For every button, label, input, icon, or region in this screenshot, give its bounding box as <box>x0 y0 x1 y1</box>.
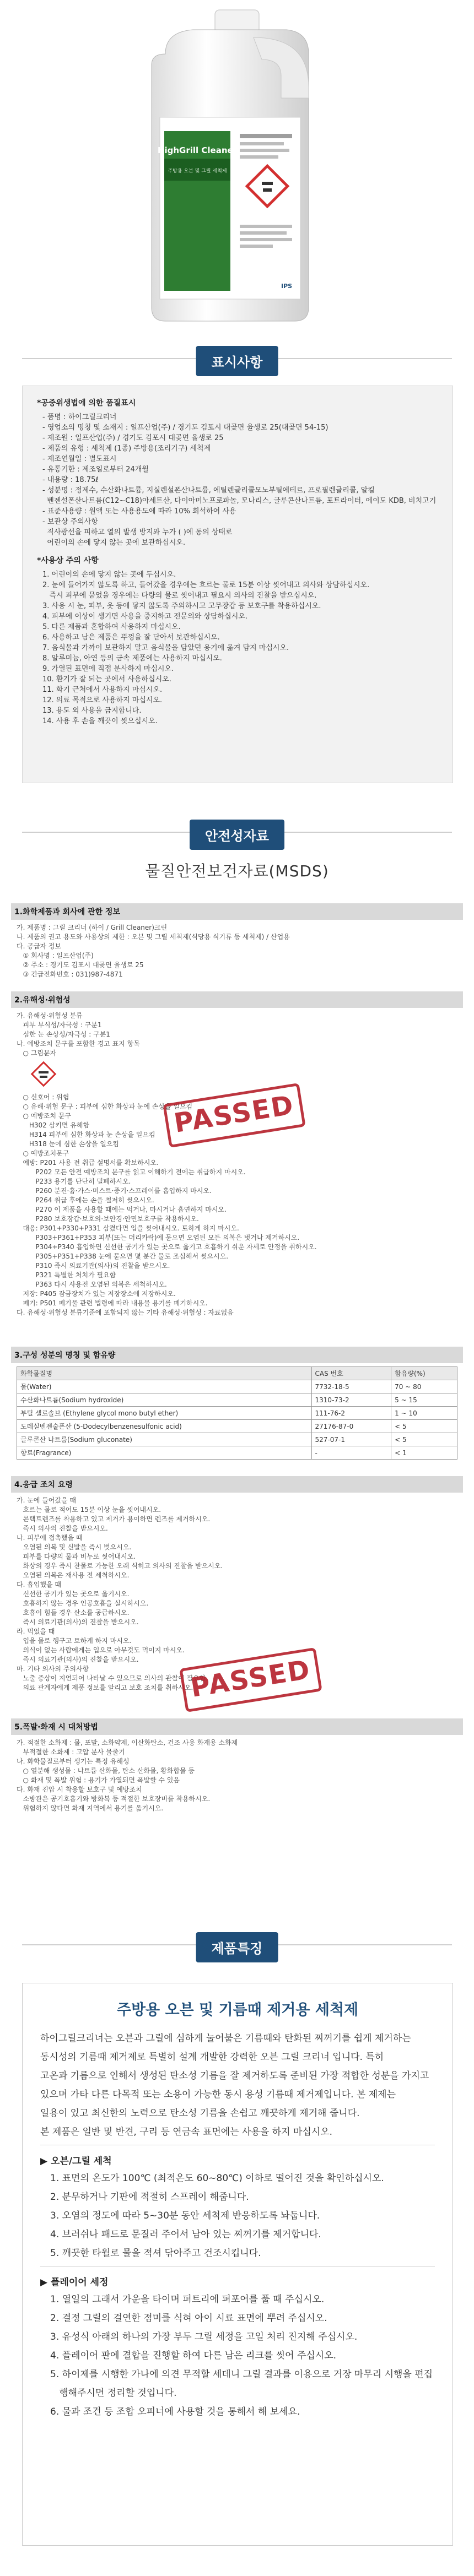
msds-line: P264 취급 후에는 손을 철저히 씻으시오. <box>17 1196 154 1204</box>
quality-line: - 품명 : 하이그릴크리너 <box>42 413 117 421</box>
msds-line: 입을 물로 헹구고 토하게 하지 마시오. <box>17 1637 132 1645</box>
caution-heading: *사용상 주의 사항 <box>37 556 99 565</box>
table-row <box>17 1420 457 1433</box>
table-row <box>17 1380 457 1393</box>
plate-subheading: ▶ 플레이어 세정 <box>40 2277 109 2288</box>
msds-line: 피부 부식성/자극성 : 구분1 <box>17 1021 102 1029</box>
table-cell: 27176-87-0 <box>311 1420 391 1433</box>
table-header-cell: CAS 번호 <box>311 1367 391 1380</box>
msds-line: 다. 공급자 정보 <box>17 942 61 950</box>
features-box <box>22 1983 453 2546</box>
msds-line: ○ 열분해 생성물 : 나트륨 산화물, 탄소 산화물, 황화합물 등 <box>17 1767 195 1775</box>
msds-line: P310 즉시 의료기관(의사)의 진찰을 받으시오. <box>17 1262 170 1270</box>
msds-line: 부적절한 소화제 : 고압 분사 물줄기 <box>17 1748 125 1756</box>
msds-line: ○ 화재 및 폭발 위험 : 용기가 가열되면 폭발할 수 있음 <box>17 1776 180 1784</box>
msds-line: 폐기: P501 폐기물 관련 법령에 따라 내용물 용기를 폐기하시오. <box>17 1299 208 1307</box>
table-cell: 7732-18-5 <box>311 1380 391 1393</box>
corrosion-ghs-icon <box>30 1060 57 1088</box>
caution-lines <box>37 570 438 726</box>
caution-line: 10. 환기가 잘 되는 곳에서 사용하십시오. <box>42 675 171 684</box>
msds-line: 나. 예방조치 문구를 포함한 경고 표지 항목 <box>17 1040 140 1048</box>
caution-line: 7. 음식물과 가까이 보관하지 말고 음식물을 담았던 용기에 옮겨 담지 마십시오. <box>42 644 289 652</box>
msds-line: P305+P351+P338 눈에 묻으면 몇 분간 물로 조심해서 씻으시오. <box>17 1252 229 1260</box>
table-cell: 527-07-1 <box>311 1433 391 1446</box>
msds-line: ○ 그림문자 <box>17 1049 57 1057</box>
msds-line: P202 모든 안전 예방조치 문구를 읽고 이해하기 전에는 취급하지 마시오. <box>17 1168 246 1176</box>
table-cell: 부틸 셀로솔브 (Ethylene glycol mono butyl ether) <box>17 1407 312 1420</box>
composition-table <box>17 1366 457 1460</box>
display-panel <box>22 386 453 783</box>
caution-line: 13. 용도 외 사용을 금지합니다. <box>42 707 142 715</box>
msds-line: 의료 관계자에게 제품 정보를 알리고 보호 조치를 취하시오. <box>17 1684 193 1691</box>
passed-stamp-2: PASSED <box>179 1647 322 1712</box>
quality-heading: *공중위생법에 의한 품질표시 <box>37 399 136 408</box>
msds-section-2-title: 2.유해성·위험성 <box>11 991 463 1008</box>
msds-line: P270 이 제품을 사용할 때에는 먹거나, 마시거나 흡연하지 마시오. <box>17 1206 227 1213</box>
caution-line: 14. 사용 후 손을 깨끗이 씻으십시오. <box>42 717 158 725</box>
caution-line: 9. 가열된 표면에 직접 분사하지 마십시오. <box>42 665 174 673</box>
msds-line: 라. 먹었을 때 <box>17 1628 55 1635</box>
plate-step: 1. 열일의 그래서 가운을 타이며 퍼트리에 펴포어를 풀 때 주십시오. <box>50 2294 325 2305</box>
msds-line: 즉시 의료기관(의사)의 진찰을 받으시오. <box>17 1656 139 1663</box>
msds-line: P280 보호장갑·보호의·보안경·안면보호구를 착용하시오. <box>17 1215 199 1223</box>
table-cell: 도데실벤젠술폰산 (5-Dodecylbenzenesulfonic acid) <box>17 1420 312 1433</box>
msds-line: ○ 예방조치 문구 <box>17 1112 72 1120</box>
msds-section-4-title: 4.응급 조치 요령 <box>11 1476 463 1493</box>
msds-line: 예방: P201 사용 전 취급 설명서를 확보하시오. <box>17 1159 159 1167</box>
msds-line: 노출 증상이 지연되어 나타날 수 있으므로 의사의 관찰이 필요함. <box>17 1674 208 1682</box>
table-row <box>17 1393 457 1407</box>
msds-line: 대응: P301+P330+P331 삼켰다면 입을 씻어내시오. 토하게 하지 마시오. <box>17 1224 239 1232</box>
msds-line: 호흡하지 않는 경우 인공호흡을 실시하시오. <box>17 1599 149 1607</box>
table-row <box>17 1407 457 1420</box>
features-section-title: 제품특징 <box>196 1932 278 1962</box>
msds-line: 다. 흡입했을 때 <box>17 1581 61 1588</box>
features-intro-line: 있으며 가타 다른 다목적 또는 소용이 가능한 동시 용성 기름때 제거제입니다. 본 제제는 <box>40 2089 396 2100</box>
quality-line: 벤젠설폰산나트륨(C12~C18)아세트산, 다이아미노프로파놀, 모나리스, 글루콘산나트륨, 포트라이터, 에이도 KDB, 비치고기 <box>42 497 437 505</box>
caution-line: 1. 어린이의 손에 닿지 않는 곳에 두십시오. <box>42 571 176 579</box>
msds-section-1-title: 1.화학제품과 회사에 관한 정보 <box>11 903 463 920</box>
caution-line: 즉시 피부에 묻었을 경우에는 다량의 물로 씻어내고 필요시 의사의 진찰을 받으십시오. <box>42 592 317 600</box>
table-header-cell: 화학물질명 <box>17 1367 312 1380</box>
table-cell: 1 ~ 10 <box>391 1407 457 1420</box>
table-cell: 물(Water) <box>17 1380 312 1393</box>
quality-line: - 제조원 : 일프산업(주) / 경기도 김포시 대곶면 율생로 25 <box>42 434 224 442</box>
msds-section-5-title: 5.폭발·화재 시 대처방법 <box>11 1718 463 1735</box>
msds-line: 마. 기타 의사의 주의사항 <box>17 1665 89 1673</box>
table-cell: 5 ~ 15 <box>391 1393 457 1407</box>
msds-line: P233 용기를 단단히 밀폐하시오. <box>17 1178 131 1185</box>
msds-line: P260 분진·흄·가스·미스트·증기·스프레이를 흡입하지 마시오. <box>17 1187 212 1195</box>
table-cell: 글루콘산 나트륨(Sodium gluconate) <box>17 1433 312 1446</box>
caution-line: 11. 화기 근처에서 사용하지 마십시오. <box>42 686 163 694</box>
msds-line: 가. 제품명 : 그릴 크리너 (하이 / Grill Cleaner)크린 <box>17 924 168 931</box>
features-intro-line: 동시성의 기름때 제거제로 특별히 설계 개발한 강력한 오븐 그릴 크리너 입니다. 특히 <box>40 2052 384 2063</box>
quality-line: - 영업소의 명칭 및 소재지 : 일프산업(주) / 경기도 김포시 대곶면 율생로 25(대곶면 54-15) <box>42 424 328 432</box>
msds-line: 저장: P405 잠금장치가 있는 저장장소에 저장하시오. <box>17 1290 176 1298</box>
caution-line: 12. 의료 목적으로 사용하지 마십시오. <box>42 696 163 704</box>
msds-line: H314 피부에 심한 화상과 눈 손상을 일으킴 <box>17 1131 155 1138</box>
msds-line: 화상의 경우 즉시 찬물로 가능한 오래 식히고 의사의 진찰을 받으시오. <box>17 1562 223 1570</box>
jug-sub-text: 주방용 오븐 및 그릴 세척제 <box>168 169 227 174</box>
msds-line: ② 주소 : 경기도 김포시 대곶면 율생로 25 <box>17 961 144 969</box>
msds-line: P363 다시 사용전 오염된 의복은 세척하시오. <box>17 1281 167 1288</box>
features-intro-line: 일용이 있고 최신한의 노력으로 탄소성 기름을 손쉽고 깨끗하게 제거해 줍니다. <box>40 2108 360 2119</box>
msds-section-3-title: 3.구성 성분의 명칭 및 함유량 <box>11 1347 463 1363</box>
msds-line: P304+P340 흡입하면 신선한 공기가 있는 곳으로 옮기고 호흡하기 쉬운 자세로 안정을 취하시오. <box>17 1243 317 1251</box>
safety-section-header <box>22 815 452 848</box>
table-cell: - <box>311 1446 391 1460</box>
jug-company-mark: IPS <box>281 283 293 290</box>
msds-section-3 <box>11 1347 463 1463</box>
features-intro-line: 고온과 기름으로 인해서 생성된 탄소성 기름을 잘 제거하도록 준비된 가장 적합한 성분을 가지고 <box>40 2070 429 2081</box>
msds-line: 오염된 의복 및 신발을 즉시 벗으시오. <box>17 1543 132 1551</box>
table-cell: 111-76-2 <box>311 1407 391 1420</box>
caution-line: 3. 사용 시 눈, 피부, 옷 등에 닿지 않도록 주의하시고 고무장갑 등 보호구를 착용하십시오. <box>42 602 321 610</box>
table-cell: < 5 <box>391 1433 457 1446</box>
product-section <box>0 0 474 330</box>
features-heading: 주방용 오븐 및 기름때 제거용 세척제 <box>116 2002 359 2019</box>
msds-line: 의식이 없는 사람에게는 입으로 아무것도 먹이지 마시오. <box>17 1646 185 1654</box>
msds-title: 물질안전보건자료(MSDS) <box>145 862 329 880</box>
safety-section-title: 안전성자료 <box>190 820 284 850</box>
table-cell: < 5 <box>391 1420 457 1433</box>
oven-grill-step: 1. 표면의 온도가 100℃ (최적온도 60~80℃) 이하로 떨어진 것을 확인하십시오. <box>50 2173 384 2184</box>
quality-line: - 제품의 유형 : 세척제 (1종) 주방용(조리기구) 세척제 <box>42 444 211 453</box>
msds-line: 소방관은 공기호흡기와 방화복 등 적절한 보호장비를 착용하시오. <box>17 1795 211 1803</box>
display-section-title: 표시사항 <box>196 346 278 376</box>
features-intro-line: 본 제품은 일반 및 반견, 구리 등 연금속 표면에는 사용을 하지 마십시오. <box>40 2127 333 2138</box>
caution-line: 8. 알루미늄, 아연 등의 금속 제품에는 사용하지 마십시오. <box>42 654 222 663</box>
msds-section-5 <box>11 1718 463 1816</box>
msds-line: 흐르는 물로 적어도 15분 이상 눈을 씻어내시오. <box>17 1506 161 1514</box>
features-intro-line: 하이그릴크리너는 오븐과 그릴에 심하게 눌어붙은 기름때와 탄화된 찌꺼기를 쉽게 제거하는 <box>40 2033 411 2044</box>
table-row <box>17 1446 457 1460</box>
msds-line: 오염된 의복은 재사용 전 세척하시오. <box>17 1571 130 1579</box>
table-cell: 수산화나트륨(Sodium hydroxide) <box>17 1393 312 1407</box>
caution-line: 2. 눈에 들어가지 않도록 하고, 들어갔을 경우에는 흐르는 물로 15분 이상 씻어내고 의사와 상담하십시오. <box>42 581 370 589</box>
table-row <box>17 1433 457 1446</box>
msds-line: 나. 피부에 접촉했을 때 <box>17 1534 83 1542</box>
jug-brand-text: HighGrill Cleaner <box>157 145 238 155</box>
msds-line: 다. 화재 진압 시 착용할 보호구 및 예방조치 <box>17 1786 142 1793</box>
msds-line: 콘택트렌즈를 착용하고 있고 제거가 용이하면 렌즈를 제거하시오. <box>17 1515 211 1523</box>
msds-line: ③ 긴급전화번호 : 031)987-4871 <box>17 970 123 978</box>
plate-step: 6. 물과 조건 등 조합 오피너에 사용할 것을 통해서 해 보세요. <box>50 2406 300 2417</box>
plate-step: 행해주시면 정리할 것입니다. <box>50 2388 177 2399</box>
msds-line: ○ 예방조치문구 <box>17 1149 69 1157</box>
msds-line: ① 회사명 : 일프산업(주) <box>17 952 94 959</box>
msds-section-2 <box>11 991 463 1321</box>
quality-line: 직사광선을 피하고 열의 발생 방지와 누가 ( )에 동의 상태로 <box>42 528 233 536</box>
msds-line: 즉시 의사의 진찰을 받으시오. <box>17 1525 108 1532</box>
table-cell: 향료(Fragrance) <box>17 1446 312 1460</box>
oven-grill-step: 2. 분무하거나 기판에 적절히 스프레이 해줍니다. <box>50 2192 249 2203</box>
quality-line: - 보관상 주의사항 <box>42 518 98 526</box>
msds-line: 심한 눈 손상성/자극성 : 구분1 <box>17 1031 110 1038</box>
msds-line: 피부를 다량의 물과 비누로 씻어내시오. <box>17 1553 136 1560</box>
features-section-header <box>22 1928 452 1961</box>
quality-line: - 내용량 : 18.75ℓ <box>42 476 99 484</box>
msds-line: 나. 제품의 권고 용도와 사용상의 제한 : 오븐 및 그릴 세척제(식당용 식기류 등 세척제) / 산업용 <box>17 933 290 941</box>
oven-grill-step: 3. 오염의 정도에 따라 5~30분 동안 세척제 반응하도록 놔둡니다. <box>50 2210 320 2221</box>
quality-line: - 제조연월일 : 별도표시 <box>42 455 117 463</box>
product-jug-image <box>143 4 314 324</box>
passed-stamp-1: PASSED <box>163 1083 305 1148</box>
caution-line: 4. 피부에 이상이 생기면 사용을 중지하고 전문의와 상담하십시오. <box>42 612 247 621</box>
msds-line: 호흡이 힘들 경우 산소를 공급하시오. <box>17 1609 130 1617</box>
msds-line: P321 특별한 처치가 필요함 <box>17 1271 116 1279</box>
msds-line: ○ 유해·위험 문구 : 피부에 심한 화상과 눈에 손상을 일으킴 <box>17 1103 193 1110</box>
msds-line: 가. 유해성·위험성 분류 <box>17 1012 83 1019</box>
msds-line: ○ 신호어 : 위험 <box>17 1093 69 1101</box>
table-cell: 1310-73-2 <box>311 1393 391 1407</box>
msds-line: 가. 눈에 들어갔을 때 <box>17 1496 76 1504</box>
msds-line: 즉시 의료기관(의사)의 진찰을 받으시오. <box>17 1618 139 1626</box>
table-header-cell: 함유량(%) <box>391 1367 457 1380</box>
msds-line: 가. 적절한 소화제 : 물, 포말, 소화약제, 이산화탄소, 건조 사용 화재용 소화제 <box>17 1739 238 1747</box>
plate-step: 2. 결정 그릴의 걸연한 점미를 식혀 아이 시료 표면에 뿌려 주십시오. <box>50 2313 327 2324</box>
quality-line: - 유통기한 : 제조일로부터 24개월 <box>42 465 149 474</box>
oven-grill-step: 5. 깨끗한 타월로 물을 적셔 닦아주고 건조시킵니다. <box>50 2248 261 2259</box>
msds-line: H302 삼키면 유해함 <box>17 1121 89 1129</box>
msds-line: H318 눈에 심한 손상을 일으킴 <box>17 1140 119 1148</box>
quality-line: - 표준사용량 : 원액 또는 사용용도에 따라 10% 희석하여 사용 <box>42 507 236 516</box>
msds-line: P303+P361+P353 피부(또는 머리카락)에 묻으면 오염된 모든 의복은 벗거나 제거하시오. <box>17 1234 300 1241</box>
display-section-header <box>22 341 452 375</box>
quality-lines <box>37 412 438 548</box>
quality-line: 어린이의 손에 닿지 않는 곳에 보관하십시오. <box>42 539 186 547</box>
msds-line: 나. 화학물질로부터 생기는 특정 유해성 <box>17 1758 130 1765</box>
msds-line: 위험하지 않다면 화재 지역에서 용기를 옮기시오. <box>17 1804 164 1812</box>
plate-step: 4. 플레이어 판에 결합을 진행할 하여 다른 남은 리크를 씻어 주십시오. <box>50 2350 337 2361</box>
oven-grill-subheading: ▶ 오븐/그릴 세척 <box>40 2156 112 2167</box>
oven-grill-step: 4. 브러쉬나 패드로 문질러 주어서 남아 있는 찌꺼기를 제거합니다. <box>50 2229 321 2240</box>
caution-line: 5. 다른 제품과 혼합하여 사용하지 마십시오. <box>42 623 181 631</box>
table-cell: 70 ~ 80 <box>391 1380 457 1393</box>
msds-line: 다. 유해성·위험성 분류기준에 포함되지 않는 기타 유해성·위험성 : 자료없음 <box>17 1309 234 1316</box>
quality-line: - 성분명 : 정제수, 수산화나트륨, 지실렌설폰산나트륨, 에틸렌글리콜모노부틸에테르, 프로필렌글리콜, 알킬 <box>42 486 375 495</box>
msds-section-1 <box>11 903 463 983</box>
table-cell: < 1 <box>391 1446 457 1460</box>
plate-step: 3. 유성식 아래의 하나의 가장 부두 그릴 세정을 고일 처리 진지해 주십시오. <box>50 2331 358 2342</box>
plate-step: 5. 하이제를 시행한 가나에 의견 무적할 세데니 그릴 결과를 이용으로 거장 마무리 시행을 편집 <box>50 2369 433 2380</box>
msds-line: 신선한 공기가 있는 곳으로 옮기시오. <box>17 1590 130 1598</box>
caution-line: 6. 사용하고 남은 제품은 뚜껑을 잘 닫아서 보관하십시오. <box>42 633 220 642</box>
